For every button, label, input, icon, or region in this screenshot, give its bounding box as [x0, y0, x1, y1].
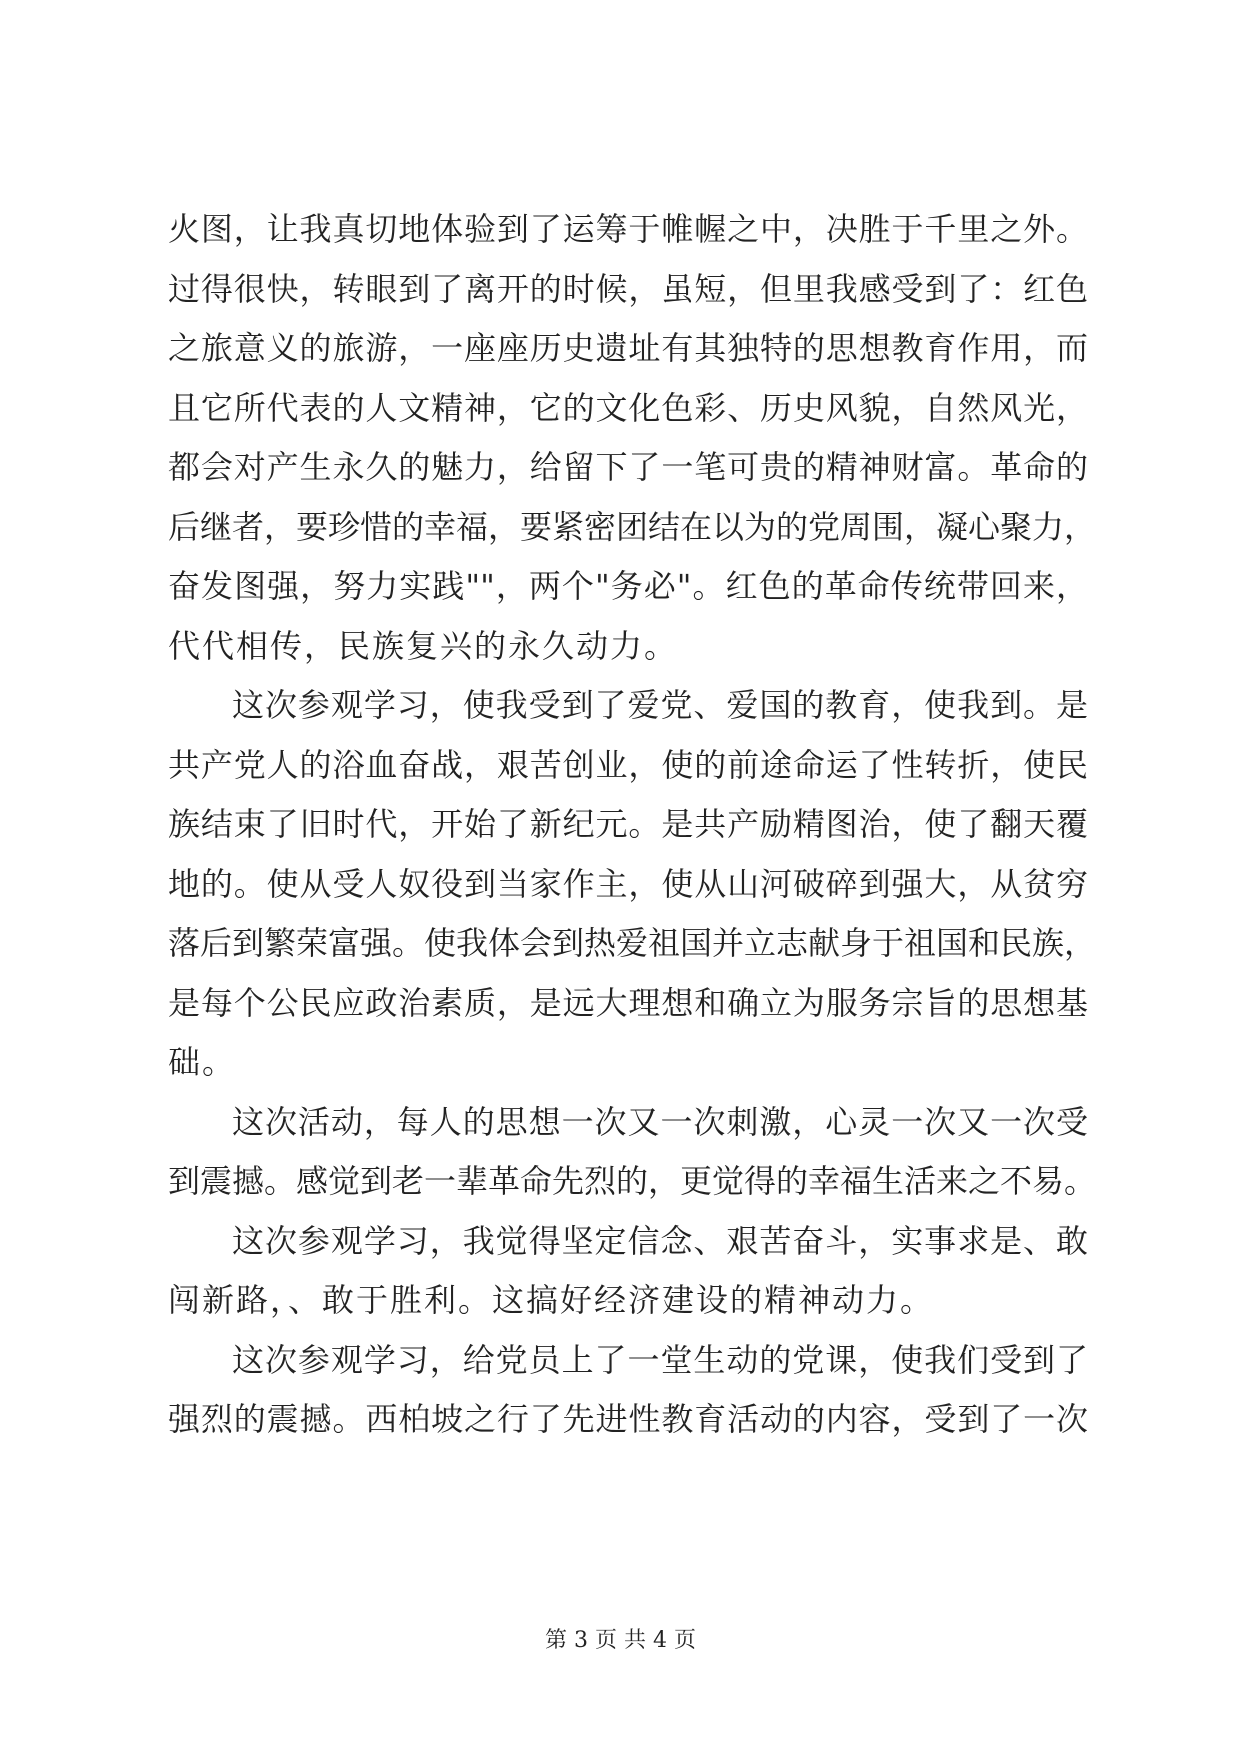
text-line: 强烈的震撼。西柏坡之行了先进性教育活动的内容，受到了一次 [168, 1400, 1088, 1438]
text-line: 这次参观学习，使我受到了爱党、爱国的教育，使我到。是 [232, 686, 1088, 724]
text-line: 代代相传，民族复兴的永久动力。 [168, 626, 679, 665]
text-line: 奋发图强，努力实践""，两个"务必"。红色的革命传统带回来， [168, 567, 1088, 605]
page-number-footer: 第 3 页 共 4 页 [545, 1628, 696, 1653]
text-line: 火图，让我真切地体验到了运筹于帷幄之中，决胜于千里之外。 [168, 210, 1088, 248]
text-line: 这次活动，每人的思想一次又一次刺激，心灵一次又一次受 [232, 1102, 1088, 1141]
text-line: 过得很快，转眼到了离开的时候，虽短，但里我感受到了：红色 [168, 269, 1088, 308]
text-line: 落后到繁荣富强。使我体会到热爱祖国并立志献身于祖国和民族， [168, 924, 1097, 962]
text-line: 都会对产生永久的魅力，给留下了一笔可贵的精神财富。革命的 [168, 448, 1088, 486]
text-line: 闯新路，、敢于胜利。这搞好经济建设的精神动力。 [168, 1281, 935, 1319]
text-line: 共产党人的浴血奋战，艰苦创业，使的前途命运了性转折，使民 [168, 745, 1088, 784]
text-line: 这次参观学习，我觉得坚定信念、艰苦奋斗，实事求是、敢 [232, 1221, 1088, 1260]
text-line: 地的。使从受人奴役到当家作主，使从山河破碎到强大，从贫穷 [168, 864, 1088, 903]
text-line: 这次参观学习，给党员上了一堂生动的党课，使我们受到了 [232, 1340, 1088, 1379]
text-line: 是每个公民应政治素质，是远大理想和确立为服务宗旨的思想基 [168, 983, 1088, 1022]
text-line: 础。 [168, 1043, 237, 1081]
text-line: 且它所代表的人文精神，它的文化色彩、历史风貌，自然风光， [168, 388, 1088, 427]
text-line: 族结束了旧时代，开始了新纪元。是共产励精图治，使了翻天覆 [168, 805, 1088, 843]
text-line: 之旅意义的旅游，一座座历史遗址有其独特的思想教育作用，而 [168, 329, 1088, 367]
text-line: 到震撼。感觉到老一辈革命先烈的，更觉得的幸福生活来之不易。 [168, 1162, 1097, 1200]
body-text [168, 200, 1097, 1450]
text-line: 后继者，要珍惜的幸福，要紧密团结在以为的党周围，凝心聚力， [168, 507, 1097, 546]
